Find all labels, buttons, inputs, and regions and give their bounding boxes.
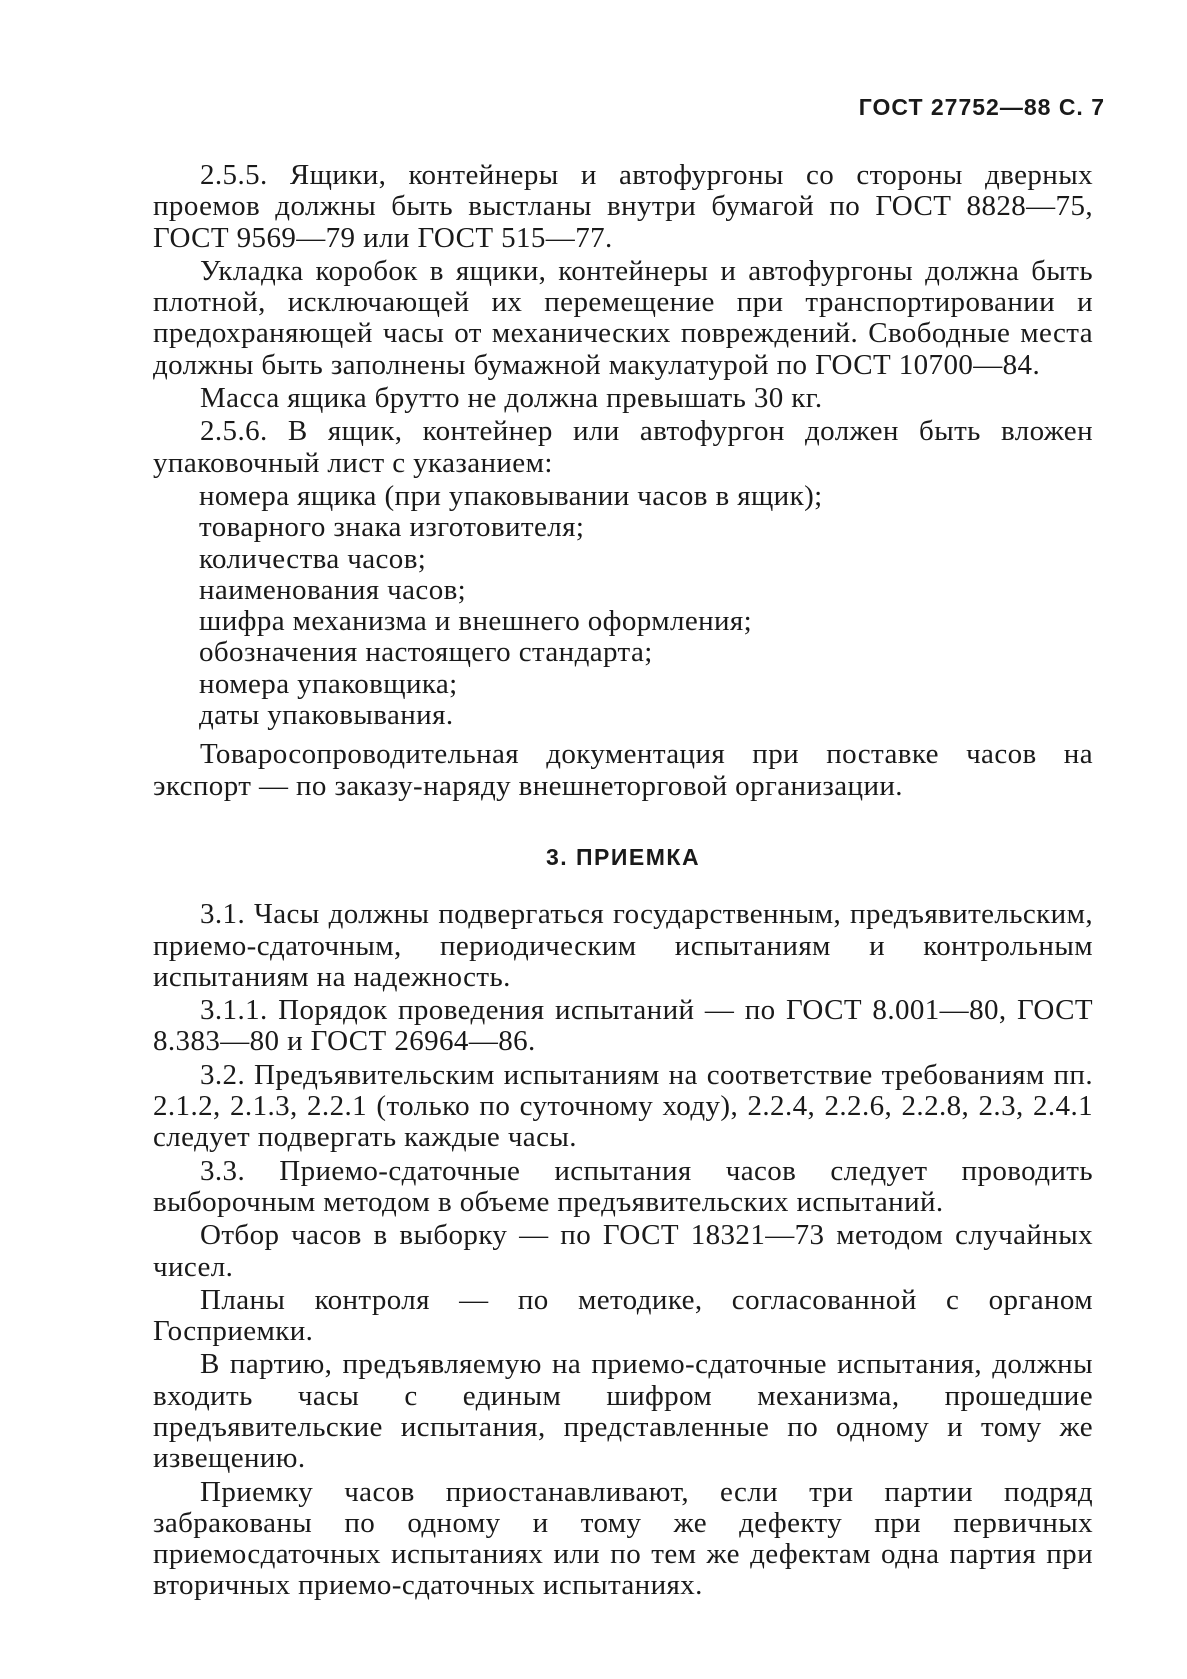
section-heading: 3. ПРИЕМКА: [545, 843, 701, 870]
paragraph-3-1-1: 3.1.1. Порядок проведения испытаний — по ГОСТ 8.001—80, ГОСТ 8.383—80 и ГОСТ 26964—86.: [153, 994, 1093, 1058]
packing-list-items: [153, 481, 1093, 731]
paragraph-sampling: Отбор часов в выборку — по ГОСТ 18321—73 методом случайных чисел.: [153, 1219, 1093, 1283]
paragraph-3-3: 3.3. Приемо-сдаточные испытания часов следует проводить выборочным методом в объеме предъявительских испытаний.: [153, 1154, 1093, 1218]
paragraph-packing: Укладка коробок в ящики, контейнеры и автофургоны должна быть плотной, исключающей их перемещение при транспортировании и предохраняющей часы от механических повреждений. Свободные места должны быть заполнены бумажной макулатурой по ГОСТ 10700—84.: [153, 254, 1093, 381]
list-item: номера ящика (при упаковывании часов в ящик);: [199, 479, 823, 512]
list-item: номера упаковщика;: [199, 667, 458, 700]
paragraph-2-5-6: 2.5.6. В ящик, контейнер или автофургон должен быть вложен упаковочный лист с указанием:: [153, 415, 1093, 479]
list-item: шифра механизма и внешнего оформления;: [199, 605, 753, 638]
paragraph-2-5-5: 2.5.5. Ящики, контейнеры и автофургоны со стороны дверных проемов должны быть выстланы внутри бумагой по ГОСТ 8828—75, ГОСТ 9569—79 или ГОСТ 515—77.: [153, 159, 1093, 254]
paragraph-3-2: 3.2. Предъявительским испытаниям на соответствие требованиям пп. 2.1.2, 2.1.3, 2.2.1 (только по суточному ходу), 2.2.4, 2.2.6, 2.2.8, 2.3, 2.4.1 следует подвергать каждые часы.: [153, 1058, 1093, 1154]
document-body: [153, 160, 1093, 1604]
paragraph-3-1: 3.1. Часы должны подвергаться государственным, предъявительским, приемо-сдаточным, периодическим испытаниям и контрольным испытаниям на надежность.: [153, 898, 1093, 993]
list-item: товарного знака изготовителя;: [199, 511, 585, 544]
paragraph-batch: В партию, предъявляемую на приемо-сдаточные испытания, должны входить часы с единым шифром механизма, прошедшие предъявительские испытания, представленные по одному и тому же извещению.: [153, 1348, 1093, 1475]
list-item: даты упаковывания.: [199, 699, 454, 732]
paragraph-export-docs: Товаросопроводительная документация при поставке часов на экспорт — по заказу-наряду внешнеторговой организации.: [153, 738, 1093, 802]
paragraph-suspension: Приемку часов приостанавливают, если три партии подряд забракованы по одному и тому же дефекту при первичных приемосдаточных испытаниях или по тем же дефектам одна партия при вторичных приемо-сдаточных испытаниях.: [153, 1475, 1093, 1602]
paragraph-gross-mass: Масса ящика брутто не должна превышать 30 кг.: [200, 382, 823, 415]
list-item: количества часов;: [199, 542, 427, 575]
running-head: ГОСТ 27752—88 С. 7: [858, 94, 1105, 120]
paragraph-control-plans: Планы контроля — по методике, согласованной с органом Госприемки.: [153, 1283, 1093, 1348]
list-item: обозначения настоящего стандарта;: [199, 636, 653, 669]
list-item: наименования часов;: [199, 573, 467, 606]
